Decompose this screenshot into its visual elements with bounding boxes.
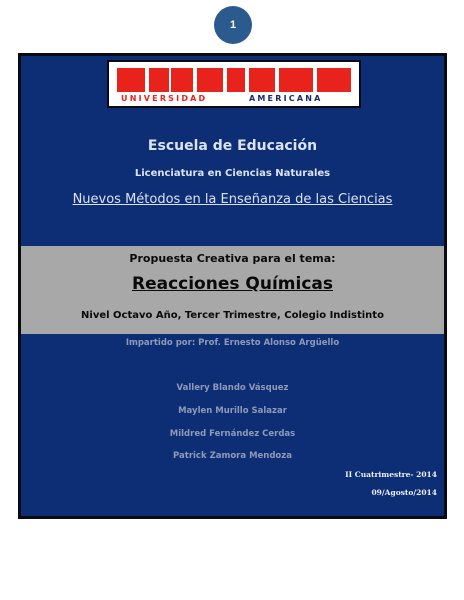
- author-name: Patrick Zamora Mendoza: [173, 451, 292, 461]
- degree-name: Licenciatura en Ciencias Naturales: [134, 168, 331, 179]
- logo-wordmark-right: AMERICANA: [249, 94, 323, 103]
- term-label: II Cuatrimestre- 2014: [345, 470, 437, 479]
- author-name: Vallery Blando Vásquez: [176, 383, 289, 393]
- logo-wordmark-left: UNIVERSIDAD: [121, 94, 208, 103]
- school-name: Escuela de Educación: [147, 138, 318, 154]
- author-name: Mildred Fernández Cerdas: [169, 429, 296, 439]
- page-number-badge: 1: [214, 6, 252, 44]
- university-logo: [107, 60, 361, 108]
- course-name: Nuevos Métodos en la Enseñanza de las Ciencias: [72, 192, 393, 207]
- author-name: Maylen Murillo Salazar: [178, 406, 287, 416]
- date-label: 09/Agosto/2014: [371, 488, 437, 497]
- topic-band: [21, 246, 444, 334]
- cover-page: [18, 53, 447, 519]
- proposal-heading: Propuesta Creativa para el tema:: [129, 252, 336, 265]
- uam-logo-icon: [109, 62, 359, 106]
- level-info: Nivel Octavo Año, Tercer Trimestre, Colegio Indistinto: [81, 310, 384, 321]
- topic-title: Reacciones Químicas: [131, 274, 333, 294]
- teacher-credit: Impartido por: Prof. Ernesto Alonso Argüello: [125, 338, 340, 348]
